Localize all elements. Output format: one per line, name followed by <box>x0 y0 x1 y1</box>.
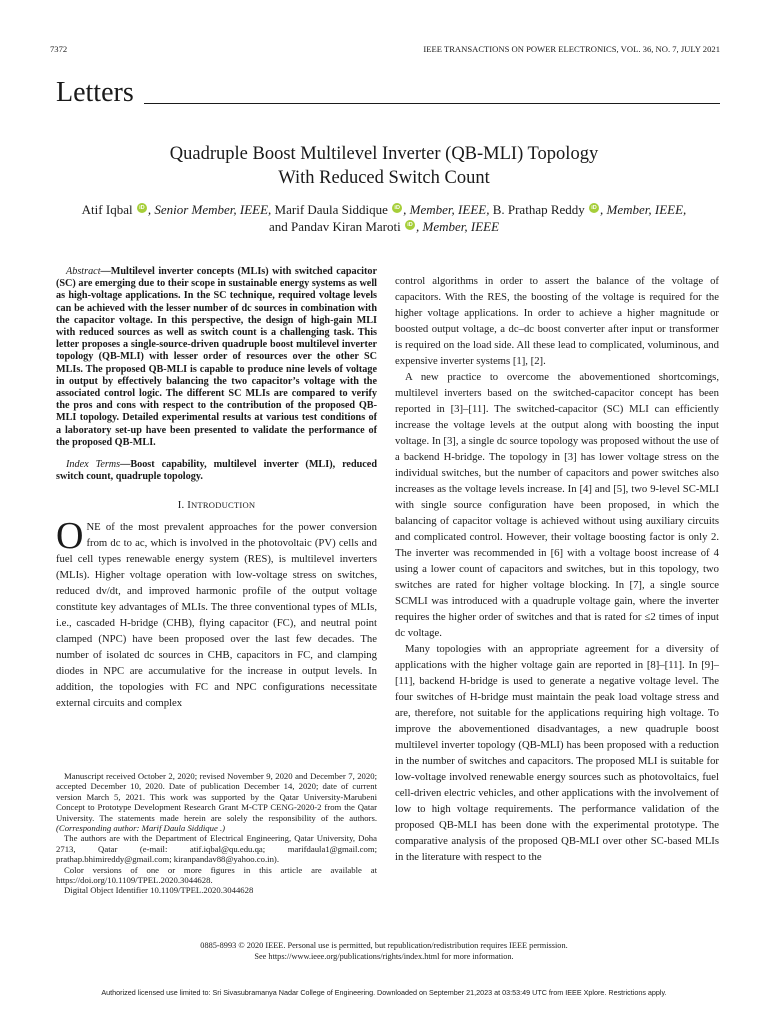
paper-title-line2: With Reduced Switch Count <box>278 168 490 188</box>
left-column <box>56 266 377 711</box>
copyright-line1: 0885-8993 © 2020 IEEE. Personal use is permitted, but republication/redistribution requires IEEE permission. <box>200 941 568 950</box>
body-paragraph: Many topologies with an appropriate agreement for a diversity of applications with the higher voltage gain are reported in [8]–[11]. In [9]–[11], backend H-bridge is used to generate a negative voltage level. The four switches of H-bridge must maintain the peak load voltage stress and are, therefore, not suitable for the applications requiring high voltage. To improve the abovementioned disadvantages, a new quadruple boost multilevel inverter topology (QB-MLI) has been proposed with a reduction in the number of switches and capacitors. The proposed MLI is suitable for low-voltage involved renewable energy sources such as photovoltaics, fuel cell-driven electric vehicles, and other applications with the involvement of low to high voltage requirements. The performance validation of the proposed QB-MLI has been done with the experimental prototype. The comparative analysis of the proposed QB-MLI over other SC-based MLIs in the literature with respect to the <box>395 643 719 863</box>
author-role: , Member, IEEE, <box>403 202 490 217</box>
license-note: Authorized licensed use limited to: Sri Sivasubramanya Nadar College of Engineering. Downloaded on September 21,2023 at 03:53:49 UTC from IEEE Xplore. Restrictions apply. <box>101 988 667 997</box>
section-banner <box>48 78 720 108</box>
section-numeral: I. I <box>177 499 191 512</box>
body-paragraph: control algorithms in order to assert the balance of the voltage of capacitors. With the RES, the boosting of the voltage is required for the higher voltage applications. In order to achieve a higher magnitude or boosted output voltage, a dc–dc boost converter after input or transformer is required on the load side. All these lead to complicated, voluminous, and expensive inverter systems [1], [2]. <box>395 275 719 367</box>
intro-paragraph <box>56 515 377 711</box>
footnote-received <box>56 771 377 833</box>
paper-title-line1: Quadruple Boost Multilevel Inverter (QB-MLI) Topology <box>169 144 599 164</box>
author-name: Atif Iqbal <box>81 202 133 217</box>
author-name: Marif Daula Siddique <box>271 202 388 217</box>
author-role: , Senior Member, IEEE, <box>147 202 272 217</box>
orcid-icon[interactable] <box>137 203 147 213</box>
author-name: and Pandav Kiran Maroti <box>268 219 401 234</box>
abstract <box>56 266 377 449</box>
orcid-icon[interactable] <box>392 203 402 213</box>
section-banner-rule <box>144 103 720 104</box>
footnote-color[interactable]: Color versions of one or more figures in this article are available at https://doi.org/10.1109/TPEL.2020.3044628. <box>56 864 377 886</box>
index-terms-text: —Boost capability, multilevel inverter (MLI), reduced switch count, quadruple topology. <box>56 459 377 483</box>
author-role: , Member, IEEE <box>416 219 500 234</box>
footnote-affiliation[interactable]: The authors are with the Department of Electrical Engineering, Qatar University, Doha 2713, Qatar (e-mail: atif.iqbal@qu.edu.qa; marifdaula1@gmail.com; prathap.bhimireddy@gmail.com; kiranpandav88@yahoo.co.in). <box>56 833 377 865</box>
drop-cap: O <box>56 515 84 558</box>
copyright-notice <box>0 940 768 962</box>
author-line2 <box>0 218 768 236</box>
author-name: B. Prathap Reddy <box>489 202 585 217</box>
intro-text: NE of the most prevalent approaches for the power conversion from dc to ac, which is involved in the photovoltaic (PV) cells and fuel cell types renewable energy system (RES), is multilevel inverters (MLIs). Higher voltage operation with low-voltage stress on switches, reduced dv/dt, and improved harmonic profile of the output voltage constitute key advantages of MLIs. The three conventional types of MLIs, i.e., cascaded H-bridge (CHB), flying capacitor (FC), and neutral point clamped (NPC) have been proposed over the last few decades. The number of isolated dc sources in CHB, capacitors in FC, and clamping diodes in NPC are accumulative for the increase in output levels. In addition, the topologies with FC and NPC configurations necessitate external circuits and complex <box>56 521 377 710</box>
orcid-icon[interactable] <box>405 220 415 230</box>
section-title: NTRODUCTION <box>191 500 256 511</box>
copyright-line2[interactable]: See https://www.ieee.org/publications/rights/index.html for more information. <box>254 952 514 961</box>
author-line1 <box>0 201 768 219</box>
author-role: , Member, IEEE, <box>600 202 687 217</box>
abstract-label: Abstract <box>66 266 101 277</box>
section-heading <box>56 497 377 513</box>
footnote-doi[interactable]: Digital Object Identifier 10.1109/TPEL.2020.3044628 <box>64 885 254 896</box>
index-terms <box>56 459 377 483</box>
section-banner-label: Letters <box>56 77 134 108</box>
right-column <box>395 273 719 865</box>
corresponding-author: (Corresponding author: Marif Daula Siddique .) <box>56 823 226 834</box>
footnotes <box>56 771 377 896</box>
page-number: 7372 <box>50 44 68 54</box>
journal-header: IEEE TRANSACTIONS ON POWER ELECTRONICS, VOL. 36, NO. 7, JULY 2021 <box>423 44 720 54</box>
footnote-received-text: Manuscript received October 2, 2020; revised November 9, 2020 and December 7, 2020; accepted December 10, 2020. Date of publication December 14, 2020; date of current version March 5, 2021. This work was supported by the Qatar University-Marubeni Concept to Prototype Development Research Grant M-CTP CENG-2020-2 from the Qatar University. The statements made herein are solely the responsibility of the authors. <box>56 771 377 823</box>
abstract-text: —Multilevel inverter concepts (MLIs) with switched capacitor (SC) are emerging due to their scope in sustainable energy systems as well as high-voltage applications. In the SC technique, required voltage levels can be achieved with the lesser number of dc sources in combination with the capacitor voltage. In this perspective, the design of high-gain MLI with reduced sources as well as switch count is a challenging task. This letter proposes a single-source-driven quadruple boost multilevel inverter topology (QB-MLI) with lesser order of resources over the other SC MLIs. The proposed QB-MLI is capable to produce nine levels of voltage in output by effectively balancing the two capacitor’s voltage with the associated control logic. The different SC MLIs are compared to verify the pros and cons with respect to the contribution of the proposed QB-MLI topology. Detailed experimental results at various test conditions of a laboratory set-up have been presented to validate the performance of the proposed QB-MLI. <box>56 266 377 448</box>
body-paragraph: A new practice to overcome the abovementioned shortcomings, multilevel inverters based on the switched-capacitor concept has been reported in [3]–[11]. The switched-capacitor (SC) MLI can efficiently increase the voltage levels at the output along with boosting the input voltage. In [3], a single dc source topology was proposed without the use of a backend H-bridge. The topology in [3] has lower voltage stress on the individual switches, but the number of capacitors and power switches also increases as the voltage levels increase. In [4] and [5], two 9-level SC-MLI with single source configuration have been proposed, in which the balancing of capacitor voltage is achieved without using auxiliary circuits and complicated control. However, their voltage boosting factor is only 2. The inverter was recommended in [6] with a voltage boost increase of 4 using a lower count of capacitors and switches, but in this topology, two switches are rated for higher voltage blocking. In [7], a single source SCMLI was introduced with a quadruple voltage gain, where the inverter requires the higher order of switches and that is rated for ≤2 times of input dc voltage. <box>395 371 719 639</box>
orcid-icon[interactable] <box>589 203 599 213</box>
index-terms-label: Index Terms <box>66 459 121 471</box>
